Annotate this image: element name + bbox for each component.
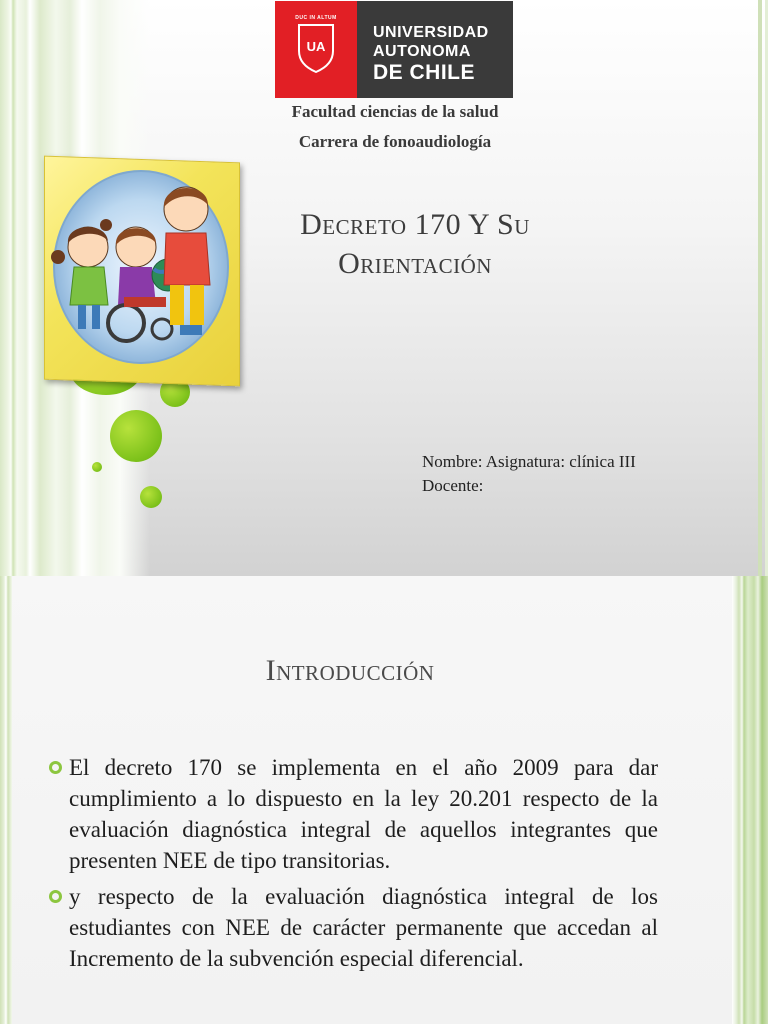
logo-emblem bbox=[275, 1, 357, 98]
circle-bullet-icon bbox=[49, 761, 62, 774]
title-line-2: Orientación bbox=[338, 247, 492, 280]
decorative-dot bbox=[110, 410, 162, 462]
logo-line-3: DE CHILE bbox=[373, 61, 476, 84]
logo-initials: UA bbox=[306, 39, 326, 54]
title-line-1: Decreto 170 Y Su bbox=[300, 208, 530, 241]
faculty-name: Facultad ciencias de la salud bbox=[291, 102, 499, 121]
logo-line-2: AUTONOMA bbox=[373, 43, 471, 60]
slide-title: Introducción bbox=[265, 654, 435, 687]
list-item bbox=[46, 752, 658, 876]
children-illustration bbox=[48, 165, 234, 375]
logo-line-1: UNIVERSIDAD bbox=[373, 24, 489, 41]
faculty-heading bbox=[200, 97, 590, 157]
decorative-stripes-left bbox=[0, 576, 12, 1024]
bullet-list bbox=[46, 752, 658, 979]
presentation-title bbox=[250, 205, 580, 283]
career-name: Carrera de fonoaudiología bbox=[298, 132, 492, 151]
presenter-info bbox=[422, 450, 636, 498]
bullet-text: El decreto 170 se implementa en el año 2009 para dar cumplimiento a lo dispuesto en la ley 20.201 respecto de la evaluación diagnóstica integral de aquellos integrantes que presenten NEE de tipo transitorias. bbox=[69, 755, 658, 873]
decorative-dot bbox=[92, 462, 102, 472]
circle-bullet-icon bbox=[49, 890, 62, 903]
slide-introduction bbox=[0, 576, 768, 1024]
bullet-text: y respecto de la evaluación diagnóstica integral de los estudiantes con NEE de carácter permanente que accedan al Incremento de la subvención especial diferencial. bbox=[69, 884, 658, 971]
teacher-line: Docente: bbox=[422, 476, 484, 495]
university-logo bbox=[275, 1, 513, 98]
name-course-line: Nombre: Asignatura: clínica III bbox=[422, 452, 636, 471]
logo-motto: DUC IN ALTUM bbox=[295, 15, 337, 21]
decorative-dot bbox=[140, 486, 162, 508]
list-item bbox=[46, 881, 658, 974]
logo-wordmark bbox=[373, 23, 489, 85]
decorative-stripes-right bbox=[732, 576, 768, 1024]
decorative-stripe-right bbox=[758, 0, 762, 576]
